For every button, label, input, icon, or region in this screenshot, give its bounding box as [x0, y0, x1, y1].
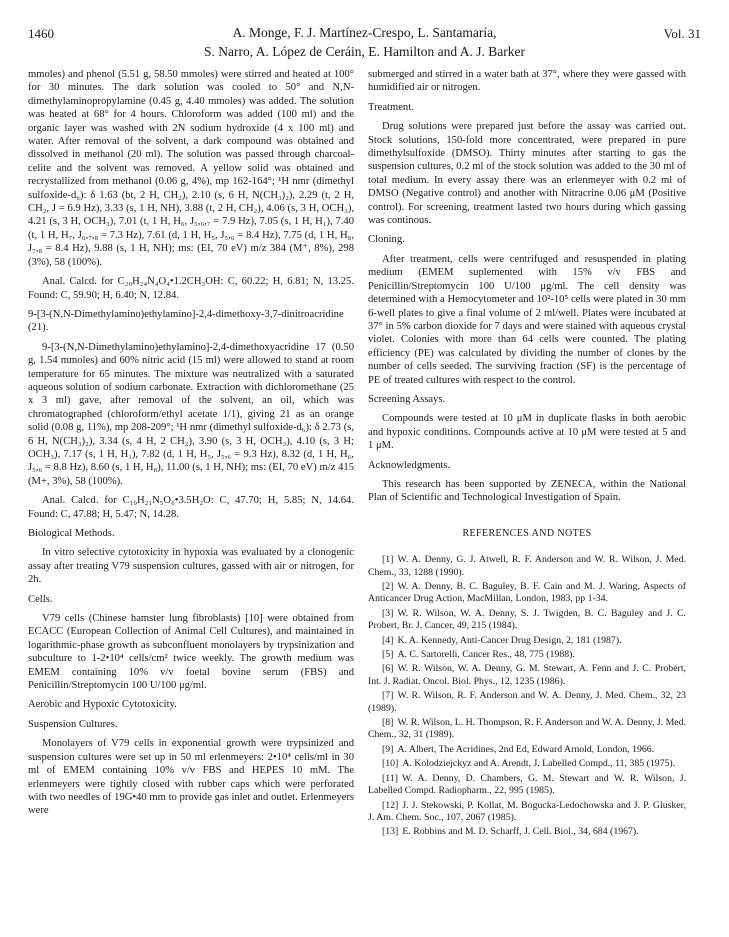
left-column [28, 68, 354, 824]
reference-text: E. Robbins and M. D. Scharff, J. Cell. Biol., 34, 684 (1967). [402, 826, 639, 838]
body-paragraph: Monolayers of V79 cells in exponential growth were trypsinized and suspension cultures were set up in 50 ml erlenmeyers: 2•10⁴ cells/ml in 30 ml of EMEM containing 10% v/v FBS and HEPES 10 mM. The erlenmeyers were tightly closed with rubber caps which were perforated with two needles of 19G•40 mm to provide gas inlet and outlet. Erlenmeyers were [28, 738, 354, 817]
body-paragraph: 9-[3-(N,N-Dimethylamino)ethylamino]-2,4-dimethoxyacridine 17 (0.50 g, 1.54 mmoles) and 60% nitric acid (15 ml) were allowed to stand at room temperature for 65 minutes. The mixture was neutralized with a saturated aqueous solution of sodium carbonate. Extraction with dichloromethane (25 x 3 ml) gave, after removal of the solvent, an oil, which was chromatographed (chloroform/ethyl acetate 1/1), giving 21 as an orange solid (0.08 g, 11%), mp 208-209°; ¹H nmr (dimethyl sulfoxide-d₆): δ 2.73 (s, 6 H, N(CH₃)₂), 3.34 (s, 4 H, 2 CH₂), 3.90 (s, 3 H, OCH₃), 4.10 (s, 3 H; OCH₃), 7.17 (s, 1 H, H₁), 7.82 (d, 1 H, H₅, J₅,₆ = 9.3 Hz), 8.32 (d, 1 H, H₆, J₅,₆ = 8.8 Hz), 8.60 (s, 1 H, H₈), 11.00 (s, 1 H, NH); ms: (EI, 70 eV) m/z 415 (M+, 3%), 58 (100%). [28, 341, 354, 487]
reference-text: W. R. Wilson, W. A. Denny, S. J. Twigden, B. C. Baguley and J. C. Probert, Br. J. Cancer, 49, 215 (1984). [368, 607, 686, 632]
reference-item [368, 608, 686, 633]
section-heading: Biological Methods. [28, 528, 115, 539]
reference-item [368, 663, 686, 688]
section-heading: 9-[3-(N,N-Dimethylamino)ethylamino]-2,4-dimethoxy-3,7-dinitroacridine (21). [28, 308, 344, 334]
reference-text: W. A. Denny, B. C. Baguley, B. F. Cain and M. J. Waring, Aspects of Anticancer Drug Action, MacMillan, London, 1983, pp 1-34. [368, 581, 686, 605]
body-paragraph: Anal. Calcd. for C₂₀H₂₄N₄O₄•1.2CH₃OH: C, 60.22; H, 6.81; N, 13.25. Found: C, 59.90; H, 6.40; N, 12.84. [28, 276, 354, 301]
right-column [368, 68, 686, 841]
reference-text: W. A. Denny, D. Chambers, G. M. Stewart and W. R. Wilson, J. Labelled Compd. Radiopharm., 22, 995 (1985). [368, 772, 686, 797]
reference-number: [1] [382, 554, 394, 566]
reference-text: A. Albert, The Acridines, 2nd Ed, Edward Arnold, London, 1966. [397, 743, 655, 755]
body-paragraph: This research has been supported by ZENECA, within the National Plan of Scientific and Technological Investigation of Spain. [368, 478, 686, 504]
reference-item [368, 635, 686, 647]
reference-text: J. J. Stekowski, P. Kollat, M. Bogucka-Ledochowska and J. P. Glusker, J. Am. Chem. Soc., 107, 2067 (1985). [368, 799, 686, 823]
reference-text: A. C. Sartorelli, Cancer Res., 48, 775 (1988). [397, 649, 575, 661]
references-heading: REFERENCES AND NOTES [462, 527, 592, 539]
body-paragraph: In vitro selective cytotoxicity in hypoxia was evaluated by a clonogenic assay after treating V79 suspension cultures, gassed with air or nitrogen, for 2h. [28, 547, 354, 586]
reference-item [368, 649, 686, 661]
reference-number: [13] [382, 826, 399, 838]
reference-number: [4] [382, 634, 394, 646]
reference-item [368, 773, 686, 798]
body-paragraph: Drug solutions were prepared just before the assay was carried out. Stock solutions, 150-fold more concentrated, were prepared in pure dimethylsulfoxide (DMSO). Thirty minutes after starting to gas the suspension cultures, 0.2 ml of the stock solution was added to the 30 ml of total medium. In every assay there was an erlenmeyer with 0.2 ml of DMSO (Negative control) and another with Nitracrine 0.06 μM (Positive control). For screening, treatment lasted two hours during which gassing was continous. [368, 121, 686, 227]
section-heading: Acknowledgments. [368, 459, 451, 471]
body-paragraph: Anal. Calcd. for C₁₉H₂₁N₅O₆•3.5H₂O: C, 47.70; H, 5.85; N, 14.64. Found: C, 47.88; H, 5.47; N, 14.28. [28, 495, 354, 520]
reference-item [368, 717, 686, 742]
section-heading: Screening Assays. [368, 393, 446, 405]
references-list [368, 554, 686, 839]
reference-number: [2] [382, 581, 394, 592]
page-number: 1460 [28, 26, 54, 41]
reference-text: W. R. Wilson, W. A. Denny, G. M. Stewart, A. Fenn and J. C. Probert, Int. J. Radiat. Oncol. Biol. Phys., 12, 1235 (1986). [368, 663, 686, 687]
reference-number: [11] [382, 772, 398, 784]
reference-item [368, 800, 686, 825]
reference-text: K. A. Kennedy, Anti-Cancer Drug Design, 2, 181 (1987). [397, 634, 622, 646]
reference-number: [6] [382, 663, 394, 675]
section-heading: Cloning. [368, 234, 405, 246]
reference-number: [12] [382, 799, 399, 811]
reference-number: [3] [382, 607, 394, 619]
authors-line-1: A. Monge, F. J. Martínez-Crespo, L. Santamaría, [232, 25, 497, 40]
reference-item [368, 581, 686, 606]
body-paragraph: V79 cells (Chinese hamster lung fibroblasts) [10] were obtained from ECACC (European Collection of Animal Cell Cultures), and maintained in logarithmic-phase growth as subconfluent monolayers by trypsinization and subculture to 1-2•10⁴ cells/cm² twice weekly. The growth medium was EMEM containing 10% v/v foetal bovine serum (FBS) and Penicillin/Streptomycin 100 U/100 μg/ml. [28, 613, 354, 692]
reference-item [368, 758, 686, 770]
reference-number: [5] [382, 649, 394, 661]
reference-text: W. R. Wilson, R. F. Anderson and W. A. Denny, J. Med. Chem., 32, 23 (1989). [368, 690, 686, 714]
reference-text: W. R. Wilson, L. H. Thompson, R. F. Anderson and W. A. Denny, J. Med. Chem., 32, 31 (1989). [368, 717, 686, 741]
reference-item [368, 744, 686, 756]
reference-number: [10] [382, 758, 399, 770]
section-heading: Treatment. [368, 101, 414, 113]
reference-text: W. A. Denny, G. J. Atwell, R. F. Anderson and W. R. Wilson, J. Med. Chem., 33, 1288 (1990). [368, 554, 686, 578]
reference-number: [8] [382, 717, 394, 729]
body-paragraph: Compounds were tested at 10 μM in duplicate flasks in both aerobic and hypoxic conditions. Compounds active at 10 μM were tested at 5 and 1 μM. [368, 413, 686, 452]
authors-line-2: S. Narro, A. López de Ceráin, E. Hamilton and A. J. Barker [204, 44, 525, 59]
volume-label: Vol. 31 [663, 26, 701, 41]
page-header [28, 24, 701, 64]
section-heading: Cells. [28, 593, 53, 605]
reference-number: [7] [382, 690, 394, 702]
body-paragraph: mmoles) and phenol (5.51 g, 58.50 mmoles) were stirred and heated at 100° for 30 minutes. The dark solution was cooled to 50° and N,N-dimethylaminopropylamine (0.45 g, 4.40 mmoles) was added. The solution was heated at 68° for 4 hours. Chloroform was added (100 ml) and the organic layer was washed with 2N sodium hydroxide (4 x 100 ml) and water. After removal of the solvent, a dark compound was obtained and dissolved in methanol (20 ml). The solution was passed through charcoal-celite and the solvent was removed. A yellow solid was obtained and recrystallized from methanol (0.06 g, 4%), mp 162-164°; ¹H nmr (dimethyl sulfoxide-d₆): δ 1.63 (bt, 2 H, CH₂), 2.10 (s, 6 H, N(CH₃)₂), 2.29 (t, 2 H, CH₂, J = 6.9 Hz), 3.33 (s, 1 H, NH), 3.88 (t, 2 H, CH₂), 4.06 (s, 3 H, OCH₃), 4.21 (s, 3 H, OCH₃), 7.01 (t, 1 H, H₆, J₅,₆,₇ = 7.9 Hz), 7.05 (s, 1 H, H₁), 7.40 (t, 1 H, H₇, J₆,₇,₈ = 7.3 Hz), 7.61 (d, 1 H, H₅, J₅,₆ = 8.4 Hz), 7.75 (d, 1 H, H₈, J₇,₈ = 8.4 Hz), 9.88 (s, 1 H, NH); ms: (EI, 70 eV) m/z 384 (M⁺, 8%), 298 (3%), 58 (100%). [28, 69, 354, 268]
reference-item [368, 554, 686, 579]
reference-item [368, 826, 686, 838]
right-column-body [368, 68, 686, 505]
reference-text: A. Kolodziejckyz and A. Arendt, J. Labelled Compd., 11, 385 (1975). [402, 758, 676, 770]
body-paragraph: submerged and stirred in a water bath at 37°, where they were gassed with humidified air or nitrogen. [368, 69, 686, 94]
reference-item [368, 690, 686, 715]
section-heading: Aerobic and Hypoxic Cytotoxicity. [28, 699, 177, 711]
section-heading: Suspension Cultures. [28, 718, 118, 730]
body-paragraph: After treatment, cells were centrifuged and resuspended in plating medium (EMEM suplemented with 15% v/v FBS and Penicillin/Streptomycin 100 U/100 μg/ml. The cell density was determined with a Hemocytometer and 10²-10⁵ cells were plated in 30 mm 6-well plates to give a final volume of 2 ml/well. Plates were incubated at 37° in 5% carbon dioxide for 7 days and were stained with aqueous crystal violet. Colonies with more than 64 cells were counted. The plating efficiency (PE) was calculated by dividing the number of clones by the number of cells seeded. The surviving fraction (SF) is the percentage of PE of treated cultures with respect to the control. [368, 253, 686, 386]
reference-number: [9] [382, 743, 394, 755]
